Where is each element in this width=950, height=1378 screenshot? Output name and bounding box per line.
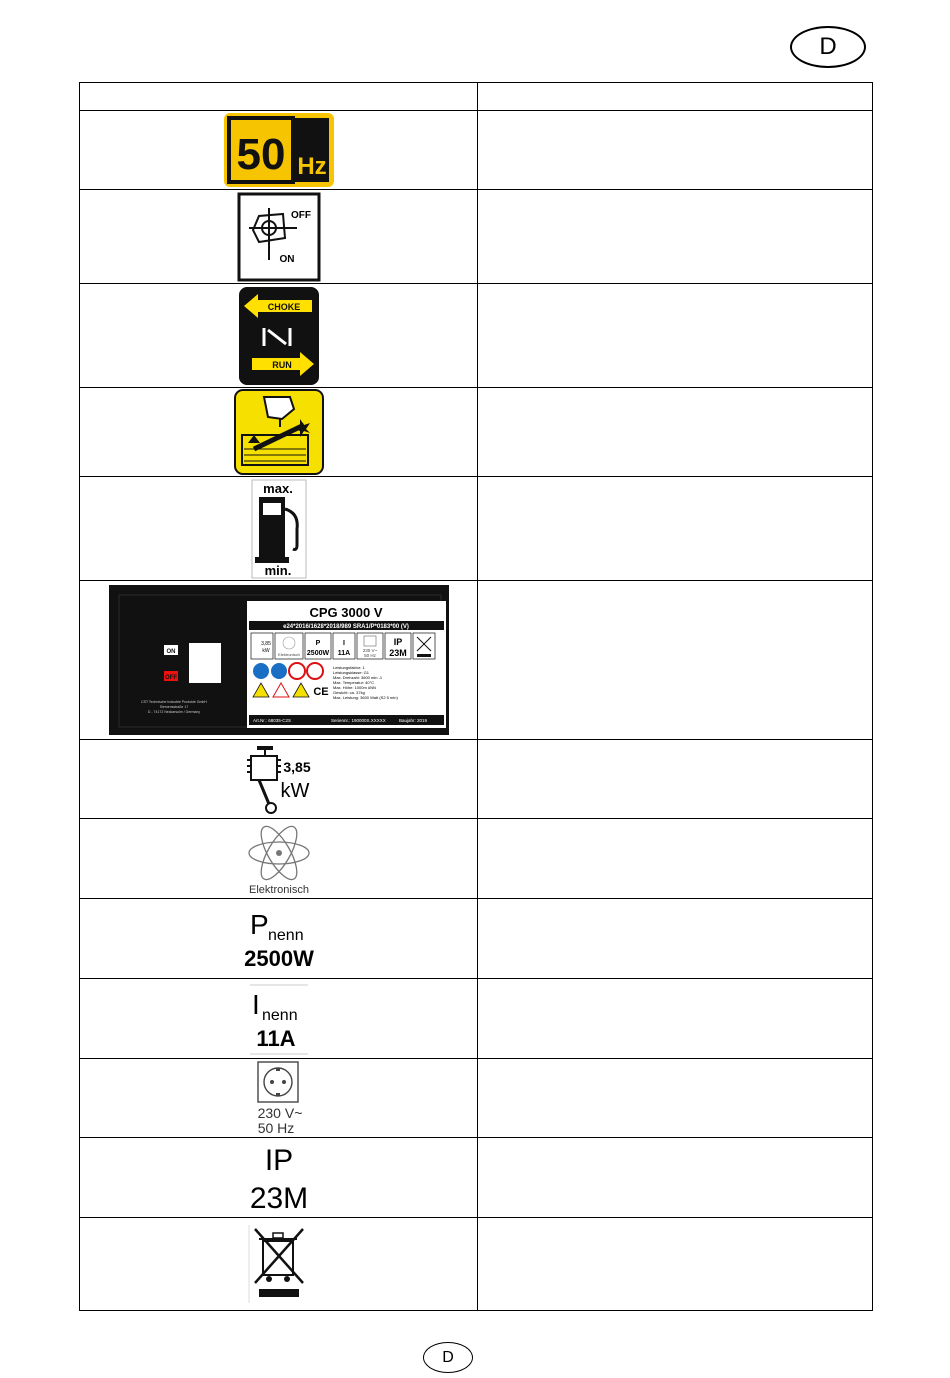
svg-text:CST Technische Industrie Produ: CST Technische Industrie Produkte GmbH — [140, 700, 207, 704]
description-cell — [478, 819, 873, 899]
rating-plate-icon — [109, 585, 449, 735]
table-row — [80, 111, 873, 190]
header-cell-description — [478, 83, 873, 111]
page-language-footer: D — [423, 1342, 473, 1373]
svg-text:max.: max. — [262, 480, 293, 496]
table-row — [80, 819, 873, 899]
oil-fill-warning-icon — [234, 389, 324, 475]
description-cell — [478, 1138, 873, 1218]
table-row — [80, 979, 873, 1059]
svg-text:230 V~: 230 V~ — [257, 1105, 302, 1121]
svg-text:Hz: Hz — [296, 153, 327, 180]
svg-text:Leistungsfaktor: 1: Leistungsfaktor: 1 — [332, 665, 365, 670]
symbol-cell — [80, 979, 478, 1059]
svg-text:P: P — [249, 908, 269, 940]
svg-text:Gewicht: ca. 37kg: Gewicht: ca. 37kg — [332, 690, 365, 695]
svg-text:3,85: 3,85 — [260, 641, 271, 647]
symbol-cell — [80, 477, 478, 581]
symbol-cell — [80, 581, 478, 740]
description-cell — [478, 1218, 873, 1311]
symbol-cell — [80, 819, 478, 899]
ip-rating-icon — [244, 1140, 314, 1216]
svg-text:D - 74172 Neckarsulm / Germany: D - 74172 Neckarsulm / Germany — [147, 710, 200, 714]
svg-text:Siemensstraße 17: Siemensstraße 17 — [159, 705, 188, 709]
language-badge: D — [790, 26, 866, 68]
svg-text:Baujahr: 2019: Baujahr: 2019 — [398, 718, 427, 723]
table-row — [80, 388, 873, 477]
svg-text:3,85: 3,85 — [282, 759, 311, 775]
svg-text:I: I — [251, 988, 260, 1020]
svg-text:nenn: nenn — [267, 926, 304, 944]
svg-text:50: 50 — [236, 130, 285, 179]
socket-rating-icon — [244, 1060, 314, 1136]
table-row — [80, 1138, 873, 1218]
svg-text:Max. Drehzahl: 3600 min -1: Max. Drehzahl: 3600 min -1 — [332, 675, 382, 680]
svg-text:I: I — [342, 640, 345, 647]
svg-text:50 Hz: 50 Hz — [257, 1120, 294, 1136]
table-row — [80, 477, 873, 581]
rated-power-icon — [244, 902, 314, 976]
svg-text:CHOKE: CHOKE — [267, 301, 300, 312]
svg-text:11A: 11A — [337, 650, 350, 657]
description-cell — [478, 581, 873, 740]
table-row — [80, 284, 873, 388]
table-row — [80, 190, 873, 284]
svg-text:Max. Temperatur: 40°C: Max. Temperatur: 40°C — [332, 680, 374, 685]
fuel-level-icon — [251, 479, 307, 579]
svg-text:50 Hz: 50 Hz — [363, 653, 376, 658]
svg-text:e24*2016/1628*2018/989 SRA1/P*: e24*2016/1628*2018/989 SRA1/P*0183*00 (V) — [282, 624, 409, 630]
svg-text:Max. Leistung: 3600 Watt (S2 5: Max. Leistung: 3600 Watt (S2 5 min) — [332, 695, 398, 700]
svg-text:Elektronisch: Elektronisch — [248, 883, 309, 896]
description-cell — [478, 740, 873, 819]
svg-text:kW: kW — [261, 648, 270, 654]
weee-crossed-bin-icon — [247, 1223, 311, 1305]
svg-text:CE: CE — [312, 686, 329, 698]
description-cell — [478, 190, 873, 284]
description-cell — [478, 111, 873, 190]
description-cell — [478, 1059, 873, 1138]
symbol-cell — [80, 1138, 478, 1218]
svg-text:P: P — [315, 640, 320, 647]
svg-text:230 V~: 230 V~ — [362, 648, 377, 653]
svg-text:Max. Höhe: 1000m üNN: Max. Höhe: 1000m üNN — [332, 685, 376, 690]
description-cell — [478, 477, 873, 581]
engine-power-icon — [243, 742, 315, 816]
rated-current-icon — [244, 982, 314, 1056]
description-cell — [478, 284, 873, 388]
svg-text:ON: ON — [279, 253, 294, 265]
svg-text:2500W: 2500W — [306, 650, 329, 657]
svg-text:23M: 23M — [388, 648, 407, 658]
symbol-cell — [80, 284, 478, 388]
table-row — [80, 740, 873, 819]
svg-text:ON: ON — [166, 649, 175, 655]
svg-text:Leistungsklasse: G1: Leistungsklasse: G1 — [332, 670, 369, 675]
symbol-table — [79, 82, 873, 1311]
choke-lever-icon — [238, 286, 320, 386]
symbol-cell — [80, 1218, 478, 1311]
electronic-atom-icon — [239, 821, 319, 897]
table-row — [80, 1059, 873, 1138]
symbol-cell — [80, 111, 478, 190]
table-row — [80, 581, 873, 740]
description-cell — [478, 899, 873, 979]
symbol-cell — [80, 190, 478, 284]
header-cell-symbol — [80, 83, 478, 111]
svg-text:2500W: 2500W — [243, 945, 314, 971]
svg-text:kW: kW — [280, 780, 309, 802]
symbol-cell — [80, 1059, 478, 1138]
svg-text:IP: IP — [393, 637, 402, 647]
description-cell — [478, 388, 873, 477]
svg-text:min.: min. — [264, 562, 291, 578]
symbol-cell — [80, 899, 478, 979]
svg-text:nenn: nenn — [261, 1006, 298, 1024]
svg-text:Elektronisch: Elektronisch — [277, 652, 300, 657]
symbol-cell — [80, 740, 478, 819]
svg-text:Art.Nr.: 68035-C2S: Art.Nr.: 68035-C2S — [252, 718, 291, 723]
svg-text:IP: IP — [264, 1143, 293, 1177]
description-cell — [478, 979, 873, 1059]
symbol-cell — [80, 388, 478, 477]
svg-text:RUN: RUN — [271, 359, 292, 370]
svg-text:OFF: OFF — [164, 675, 177, 681]
fuel-valve-icon — [237, 192, 321, 282]
svg-text:CPG 3000 V: CPG 3000 V — [309, 605, 382, 620]
table-row — [80, 1218, 873, 1311]
svg-text:11A: 11A — [255, 1025, 296, 1051]
svg-text:23M: 23M — [249, 1181, 308, 1215]
svg-text:OFF: OFF — [290, 209, 311, 221]
table-header-row — [80, 83, 873, 111]
table-row — [80, 899, 873, 979]
svg-text:Seriennr.: 190000S.XXXXX: Seriennr.: 190000S.XXXXX — [330, 718, 386, 723]
frequency-50hz-icon — [223, 112, 335, 188]
